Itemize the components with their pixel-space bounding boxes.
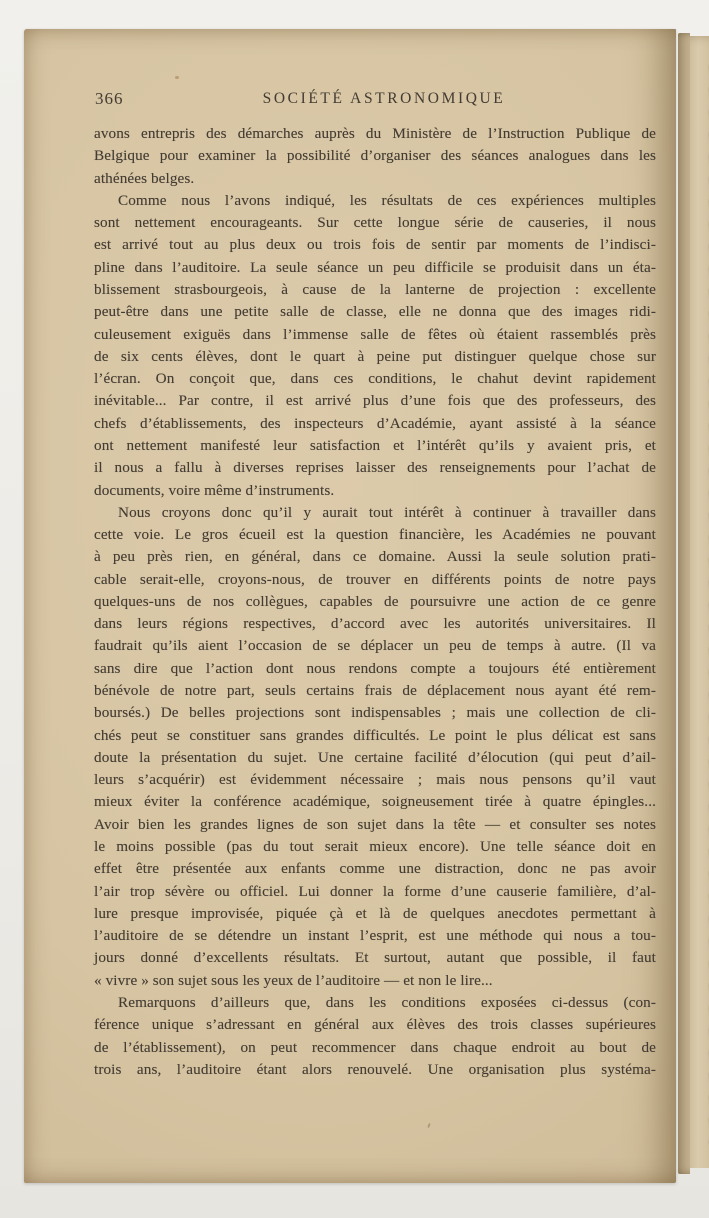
next-page-sliver bbox=[690, 36, 709, 1168]
text-line: est arrivé tout au plus deux ou trois fois de sentir par moments de l’indisci- bbox=[94, 236, 656, 254]
text-line: il nous a fallu à diverses reprises laisser des renseignements pour l’achat de bbox=[94, 459, 656, 477]
text-line: ont nettement manifesté leur satisfaction et l’intérêt qu’ils y avaient pris, et bbox=[94, 436, 656, 454]
text-line: Belgique pour examiner la possibilité d’organiser des séances analogues dans les bbox=[94, 147, 656, 165]
text-line: Comme nous l’avons indiqué, les résultats de ces expériences multiples bbox=[118, 191, 656, 209]
text-line: Nous croyons donc qu’il y aurait tout intérêt à continuer à travailler dans bbox=[118, 503, 656, 521]
text-line: dans leurs régions respectives, d’accord avec les autorités universitaires. Il bbox=[94, 615, 656, 633]
running-header: SOCIÉTÉ ASTRONOMIQUE bbox=[262, 90, 506, 107]
text-line: Avoir bien les grandes lignes de son sujet dans la tête — et consulter ses notes bbox=[94, 815, 656, 833]
text-line: l’air trop sévère ou officiel. Lui donner la forme d’une causerie familière, d’al- bbox=[94, 882, 656, 900]
text-line: avons entrepris des démarches auprès du Ministère de l’Instruction Publique de bbox=[94, 125, 656, 142]
text-line: trois ans, l’auditoire étant alors renouvelé. Une organisation plus systéma- bbox=[94, 1060, 656, 1078]
paper-speck bbox=[175, 76, 179, 79]
text-line: inévitable... Par contre, il est arrivé plus d’une fois que des professeurs, des bbox=[94, 392, 656, 410]
text-line: documents, voire même d’instruments. bbox=[94, 481, 335, 499]
text-line: à peu près rien, en général, dans ce domaine. Aussi la seule solution prati- bbox=[94, 548, 656, 566]
text-line: l’écran. On conçoit que, dans ces conditions, le chahut devint rapidement bbox=[94, 370, 656, 388]
paper-speck bbox=[427, 1123, 431, 1128]
text-line: mieux éviter la conférence académique, soigneusement tirée à quatre épingles... bbox=[94, 793, 656, 811]
text-line: culeusement exiguës dans l’immense salle de fêtes où étaient rassemblés près bbox=[94, 325, 656, 343]
text-line: bénévole de notre part, seuls certains frais de déplacement nous ayant été rem- bbox=[94, 682, 656, 700]
text-line: blissement strasbourgeois, à cause de la lanterne de projection : excellente bbox=[94, 280, 656, 298]
text-line: de six cents élèves, dont le quart à peine put distinguer quelque chose sur bbox=[94, 347, 656, 365]
book-page bbox=[24, 29, 676, 1183]
text-line: le moins possible (pas du tout serait mieux encore). Une telle séance doit en bbox=[94, 838, 656, 855]
text-line: de l’établissement), on peut recommencer dans chaque endroit au bout de bbox=[94, 1038, 656, 1056]
page-number: 366 bbox=[95, 89, 124, 108]
text-line: sont nettement encourageants. Sur cette longue série de causeries, il nous bbox=[94, 214, 656, 232]
paragraph bbox=[94, 190, 656, 502]
text-line: faudrait qu’ils aient l’occasion de se déplacer un peu de temps à autre. (Il va bbox=[94, 637, 656, 655]
text-line: quelques-uns de nos collègues, capables de poursuivre une action de ce genre bbox=[94, 592, 656, 610]
text-line: cette voie. Le gros écueil est la question financière, les Académies ne pouvant bbox=[94, 526, 656, 544]
text-line: chefs d’établissements, des inspecteurs d’Académie, ayant assisté à la séance bbox=[94, 414, 656, 432]
text-line: lure presque improvisée, piquée çà et là de quelques anecdotes permettant à bbox=[94, 904, 656, 922]
text-line: doute la présentation du sujet. Une certaine facilité d’élocution (qui peut d’ail- bbox=[94, 748, 656, 766]
text-line: cable serait-elle, croyons-nous, de trouver en différents points de notre pays bbox=[94, 570, 656, 588]
text-line: jours donné d’excellents résultats. Et surtout, autant que possible, il faut bbox=[94, 949, 656, 967]
text-line: Remarquons d’ailleurs que, dans les conditions exposées ci-dessus (con- bbox=[118, 993, 656, 1011]
text-line: peut-être dans une petite salle de classe, elle ne donna que des images ridi- bbox=[94, 303, 656, 321]
text-line: effet être présentée aux enfants comme une distraction, donc ne pas avoir bbox=[94, 860, 656, 878]
paper-speck bbox=[311, 779, 314, 782]
paragraph bbox=[94, 123, 656, 190]
text-line: chés peut se constituer sans grandes difficultés. Le point le plus délicat est sans bbox=[94, 726, 656, 744]
page-text bbox=[94, 123, 656, 1081]
page-edge-shadow bbox=[678, 33, 690, 1174]
text-line: athénées belges. bbox=[94, 169, 195, 187]
text-line: férence unique s’adressant en général aux élèves des trois classes supérieures bbox=[94, 1016, 656, 1034]
text-line: leurs s’acquérir) est évidemment nécessaire ; mais nous pensons qu’il vaut bbox=[94, 771, 656, 789]
text-line: pline dans l’auditoire. La seule séance un peu difficile se produisit dans un éta- bbox=[94, 258, 656, 276]
text-line: l’auditoire de se détendre un instant l’esprit, est une méthode qui nous a tou- bbox=[94, 927, 656, 945]
paragraph bbox=[94, 502, 656, 992]
paragraph bbox=[94, 992, 656, 1081]
adjacent-page-edge bbox=[676, 33, 709, 1174]
text-line: sans dire que l’action dont nous rendons compte a toujours été entièrement bbox=[94, 659, 656, 677]
text-line: boursés.) De belles projections sont indispensables ; mais une collection de cli- bbox=[94, 704, 656, 722]
text-line: « vivre » son sujet sous les yeux de l’auditoire — et non le lire... bbox=[94, 971, 493, 989]
